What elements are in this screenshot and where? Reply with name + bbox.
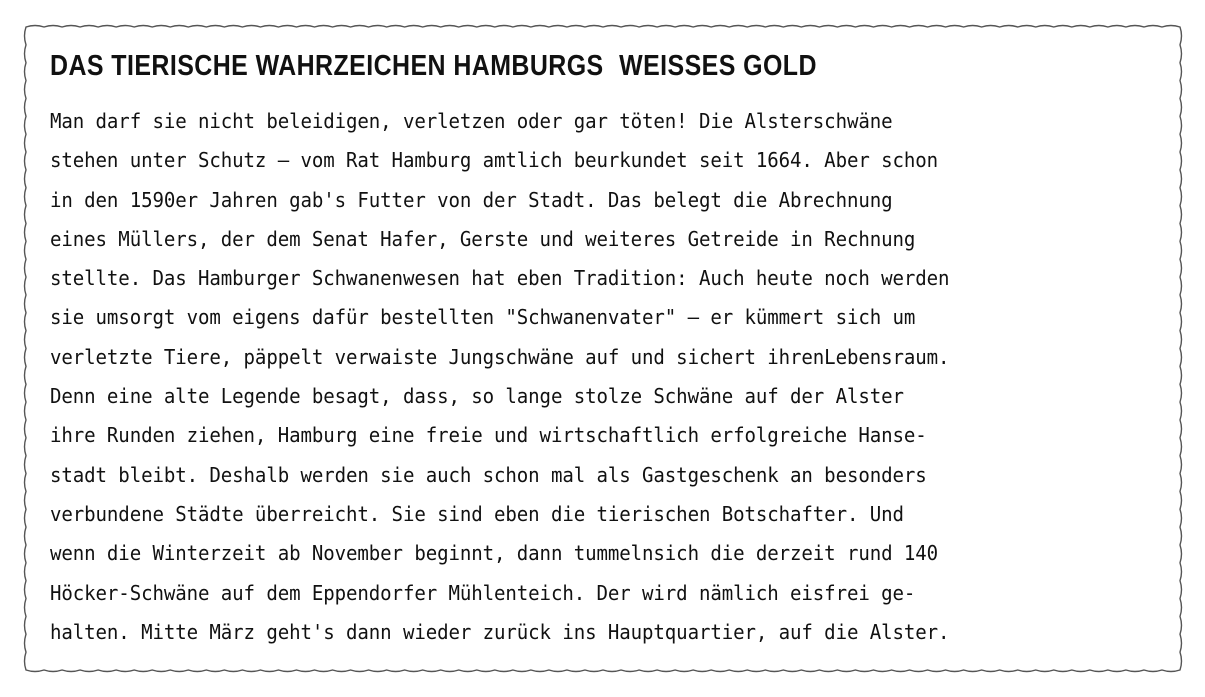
body-line: in den 1590er Jahren gab's Futter von der Stadt. Das belegt die Abrechnung (50, 187, 893, 212)
body-line: verletzte Tiere, päppelt verwaiste Jungschwäne auf und sichert ihrenLebensraum. (50, 344, 950, 369)
body-line: stehen unter Schutz – vom Rat Hamburg amtlich beurkundet seit 1664. Aber schon (50, 148, 939, 173)
body-line: Denn eine alte Legende besagt, dass, so lange stolze Schwäne auf der Alster (50, 384, 904, 409)
body-line: wenn die Winterzeit ab November beginnt, dann tummelnsich die derzeit rund 140 (50, 541, 939, 566)
headline-secondary: WEISSES GOLD (619, 50, 817, 82)
body-line: Höcker-Schwäne auf dem Eppendorfer Mühlenteich. Der wird nämlich eisfrei ge- (50, 580, 916, 605)
body-line: stadt bleibt. Deshalb werden sie auch schon mal als Gastgeschenk an besonders (50, 462, 927, 487)
body-line: halten. Mitte März geht's dann wieder zurück ins Hauptquartier, auf die Alster. (50, 619, 950, 644)
body-line: verbundene Städte überreicht. Sie sind eben die tierischen Botschafter. Und (50, 501, 904, 526)
headline-primary: DAS TIERISCHE WAHRZEICHEN HAMBURGS (50, 50, 604, 82)
body-line: stellte. Das Hamburger Schwanenwesen hat eben Tradition: Auch heute noch werden (50, 266, 950, 291)
body-line: sie umsorgt vom eigens dafür bestellten "Schwanenvater" – er kümmert sich um (50, 305, 916, 330)
article-headline (50, 44, 1018, 88)
article-card (50, 44, 1175, 652)
article-body (50, 102, 1175, 652)
body-line: Man darf sie nicht beleidigen, verletzen oder gar töten! Die Alsterschwäne (50, 109, 893, 133)
body-line: ihre Runden ziehen, Hamburg eine freie und wirtschaftlich erfolgreiche Hanse- (50, 423, 927, 448)
body-line: eines Müllers, der dem Senat Hafer, Gerste und weiteres Getreide in Rechnung (50, 226, 916, 251)
